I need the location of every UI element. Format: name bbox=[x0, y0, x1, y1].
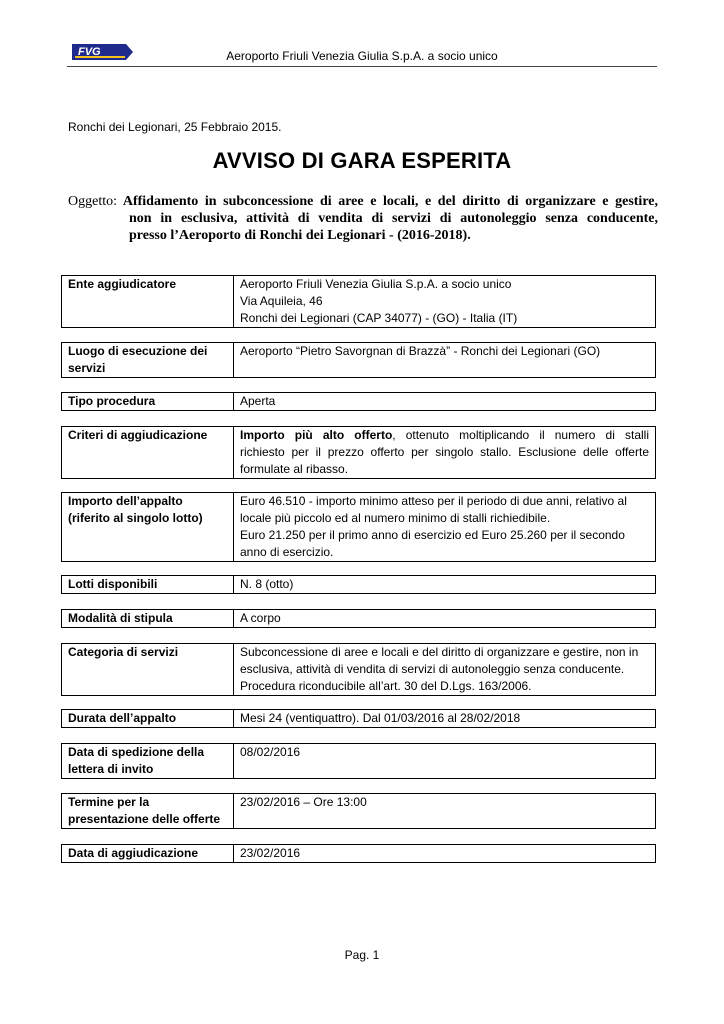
row-label: Durata dell’appalto bbox=[62, 710, 234, 727]
value-line: esclusiva, attività di vendita di servizi di autonoleggio senza conducente. bbox=[240, 662, 625, 676]
row-luogo-esecuzione bbox=[61, 342, 656, 378]
value-line: N. 8 (otto) bbox=[240, 577, 294, 591]
value-line: richiesto per il prezzo offerto per singolo stallo. Esclusione delle offerte bbox=[240, 445, 649, 459]
row-value bbox=[234, 610, 655, 627]
row-termine-offerte bbox=[61, 793, 656, 829]
value-line: locale più piccolo ed al numero minimo di stalli richiedibile. bbox=[240, 511, 551, 525]
row-label: Ente aggiudicatore bbox=[62, 276, 234, 327]
row-label: Lotti disponibili bbox=[62, 576, 234, 593]
row-ente-aggiudicatore bbox=[61, 275, 656, 328]
page-title: AVVISO DI GARA ESPERITA bbox=[212, 148, 512, 173]
value-line: Euro 21.250 per il primo anno di esercizio ed Euro 25.260 per il secondo bbox=[240, 528, 625, 542]
row-value bbox=[234, 576, 655, 593]
subject-first-line bbox=[68, 193, 658, 210]
value-line: Via Aquileia, 46 bbox=[240, 294, 323, 308]
value-bold-lead: Importo più alto offerto bbox=[240, 428, 393, 442]
row-value bbox=[234, 845, 655, 862]
row-value bbox=[234, 276, 655, 327]
value-line: formulate al ribasso. bbox=[240, 462, 349, 476]
row-value bbox=[234, 393, 655, 410]
row-value bbox=[234, 644, 655, 695]
row-label: Categoria di servizi bbox=[62, 644, 234, 695]
subject-block bbox=[68, 193, 658, 244]
value-line: Aeroporto Friuli Venezia Giulia S.p.A. a socio unico bbox=[240, 277, 512, 291]
row-label: Data di aggiudicazione bbox=[62, 845, 234, 862]
row-label: Criteri di aggiudicazione bbox=[62, 427, 234, 478]
value-line: 23/02/2016 – Ore 13:00 bbox=[240, 795, 367, 809]
value-line: anno di esercizio. bbox=[240, 545, 334, 559]
value-line: Mesi 24 (ventiquattro). Dal 01/03/2016 al 28/02/2018 bbox=[240, 711, 521, 725]
page-number: Pag. 1 bbox=[344, 948, 380, 962]
row-label: Luogo di esecuzione dei servizi bbox=[62, 343, 234, 377]
value-line: 23/02/2016 bbox=[240, 846, 301, 860]
row-label: Tipo procedura bbox=[62, 393, 234, 410]
value-line: Aeroporto “Pietro Savorgnan di Brazzà” - Ronchi dei Legionari (GO) bbox=[240, 344, 601, 358]
value-line: Subconcessione di aree e locali e del diritto di organizzare e gestire, non in bbox=[240, 645, 639, 659]
row-durata-appalto bbox=[61, 709, 656, 728]
date-line: Ronchi dei Legionari, 25 Febbraio 2015. bbox=[68, 120, 282, 134]
row-label: Termine per la presentazione delle offerte bbox=[62, 794, 234, 828]
subject-line-3: presso l’Aeroporto di Ronchi dei Legionari - (2016-2018). bbox=[129, 228, 471, 243]
row-label: Modalità di stipula bbox=[62, 610, 234, 627]
row-value bbox=[234, 744, 655, 778]
row-criteri-aggiudicazione bbox=[61, 426, 656, 479]
row-value bbox=[234, 427, 655, 478]
value-text: , ottenuto moltiplicando il numero di stalli bbox=[392, 428, 649, 442]
row-data-aggiudicazione bbox=[61, 844, 656, 863]
value-line: 08/02/2016 bbox=[240, 745, 301, 759]
row-modalita-stipula bbox=[61, 609, 656, 628]
row-data-spedizione bbox=[61, 743, 656, 779]
value-line bbox=[240, 427, 649, 444]
row-label: Importo dell’appalto (riferito al singolo lotto) bbox=[62, 493, 234, 561]
row-label: Data di spedizione della lettera di invito bbox=[62, 744, 234, 778]
value-line: A corpo bbox=[240, 611, 281, 625]
row-tipo-procedura bbox=[61, 392, 656, 411]
row-importo-appalto bbox=[61, 492, 656, 562]
value-line: Procedura riconducibile all’art. 30 del D.Lgs. 163/2006. bbox=[240, 679, 532, 693]
row-value bbox=[234, 710, 655, 727]
row-value bbox=[234, 794, 655, 828]
value-line: Ronchi dei Legionari (CAP 34077) - (GO) - Italia (IT) bbox=[240, 311, 518, 325]
subject-line-1: Affidamento in subconcessione di aree e locali, e del diritto di organizzare e gestire, bbox=[122, 194, 659, 209]
value-line: Aperta bbox=[240, 394, 276, 408]
logo-text: FVG bbox=[78, 46, 101, 58]
row-lotti-disponibili bbox=[61, 575, 656, 594]
subject-line-2: non in esclusiva, attività di vendita di servizi di autonoleggio senza conducente, bbox=[129, 211, 658, 226]
row-categoria-servizi bbox=[61, 643, 656, 696]
subject-label: Oggetto: bbox=[68, 194, 117, 209]
value-line: Euro 46.510 - importo minimo atteso per il periodo di due anni, relativo al bbox=[240, 494, 627, 508]
row-value bbox=[234, 493, 655, 561]
row-value bbox=[234, 343, 655, 377]
header-divider bbox=[67, 66, 657, 67]
header-title: Aeroporto Friuli Venezia Giulia S.p.A. a socio unico bbox=[226, 49, 498, 63]
